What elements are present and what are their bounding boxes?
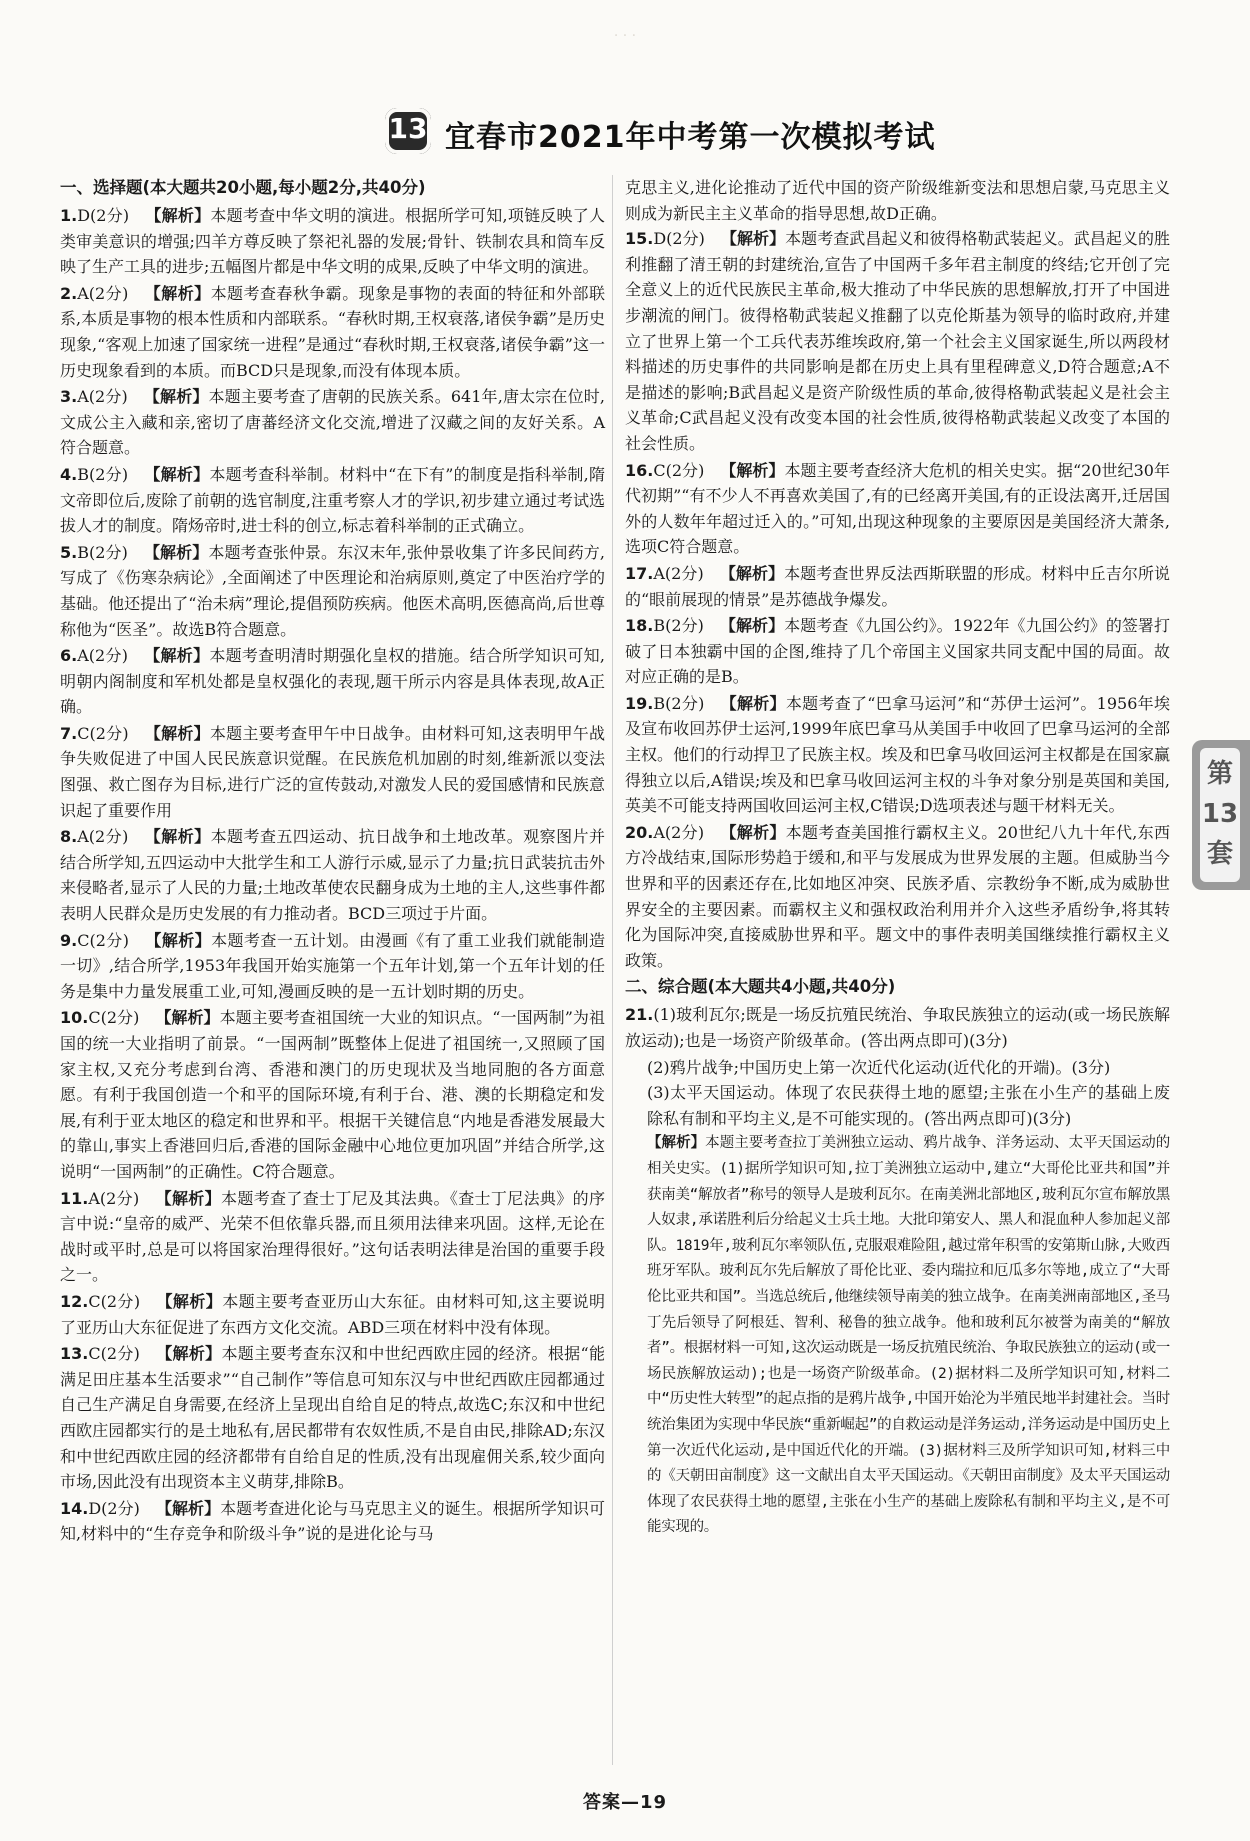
set-side-tab [1192, 740, 1250, 890]
answer-item [60, 824, 605, 926]
answer-number: 9. [60, 930, 78, 950]
analysis-tag: 【解析】 [720, 229, 786, 249]
answer-item [60, 462, 605, 539]
answer-choice: B(2分) [653, 616, 704, 636]
answer-part-1: (1)玻利瓦尔;既是一场反抗殖民统治、争取民族独立的运动(或一场民族解放运动);也是一场资产阶级革命。(答出两点即可)(3分) [625, 1005, 1170, 1050]
analysis-text: 本题主要考查亚历山大东征。由材料可知,这主要说明了亚历山大东征促进了东西方文化交流。ABD三项在材料中没有体现。 [60, 1291, 605, 1337]
answer-item [60, 281, 605, 383]
answer-number: 1. [60, 206, 78, 225]
answer-number: 3. [60, 387, 78, 407]
answer-choice: B(2分) [77, 542, 128, 562]
analysis-tag: 【解析】 [144, 827, 211, 847]
answer-choice: A(2分) [653, 822, 705, 842]
side-tab-label: 第 13 套 [1201, 759, 1239, 869]
q14-continued: 克思主义,进化论推动了近代中国的资产阶级维新变法和思想启蒙,马克思主义则成为新民主主义革命的指导思想,故D正确。 [625, 178, 1170, 223]
analysis-text: 本题考查科举制。材料中“在下有”的制度是指科举制,隋文帝即位后,废除了前朝的选官制度,注重考察人才的学识,初步建立通过考试选拔人才的制度。隋炀帝时,进士科的创立,标志着科举制的正式确立。 [60, 464, 605, 536]
q21-analysis [647, 1131, 1170, 1541]
answer-number: 17. [625, 563, 654, 583]
analysis-tag: 【解析】 [155, 1008, 220, 1028]
answer-item [625, 226, 1170, 456]
answer-number: 4. [60, 464, 78, 484]
analysis-text: 本题考查春秋争霸。现象是事物的表面的特征和外部联系,本质是事物的根本性质和内部联系。“春秋时期,王权衰落,诸侯争霸”是历史现象,“客观上加速了国家统一进程”是通过“春秋时期,王权衰落,诸侯争霸”这一历史现象看到的本质。而BCD只是现象,而没有体现本质。 [60, 283, 605, 380]
answer-choice: A(2分) [77, 827, 129, 847]
answer-item [60, 721, 605, 823]
answer-part-2: (2)鸦片战争;中国历史上第一次近代化运动(近代化的开端)。(3分) [647, 1057, 1111, 1077]
left-column [60, 175, 605, 1548]
answer-number: 14. [60, 1498, 89, 1518]
analysis-text: 本题考查一五计划。由漫画《有了重工业我们就能制造一切》,结合所学,1953年我国开始实施第一个五年计划,第一个五年计划的任务是集中力量发展重工业,可知,漫画反映的是一五计划时期的历史。 [60, 930, 605, 1001]
analysis-tag: 【解析】 [156, 1291, 223, 1311]
analysis-tag: 【解析】 [719, 563, 785, 583]
answer-item [625, 691, 1170, 819]
section-heading-choice: 一、选择题(本大题共20小题,每小题2分,共40分) [60, 178, 426, 197]
answer-number: 6. [60, 646, 78, 666]
analysis-text: 本题主要考查东汉和中世纪西欧庄园的经济。根据“能满足田庄基本生活要求”“自己制作”等信息可知东汉与中世纪西欧庄园都通过自己生产满足自身需要,在经济上呈现出自给自足的特点,故选C;东汉和中世纪西欧庄园都实行的是土地私有,居民都带有农奴性质,不是自由民,排除AD;东汉和中世纪西欧庄园的经济都带有自给自足的性质,没有出现雇佣关系,较少面向市场,因此没有出现资本主义萌芽,排除B。 [60, 1344, 605, 1492]
answer-item [60, 1289, 605, 1340]
analysis-text: 本题考查进化论与马克思主义的诞生。根据所学知识可知,材料中的“生存竞争和阶级斗争”说的是进化论与马 [60, 1498, 605, 1544]
analysis-text: 本题考查《九国公约》。1922年《九国公约》的签署打破了日本独霸中国的企图,维持了几个帝国主义国家共同支配中国的局面。故对应正确的是B。 [625, 616, 1170, 687]
answer-number: 18. [625, 616, 654, 636]
answer-choice: B(2分) [653, 693, 705, 713]
answer-number: 13. [60, 1344, 89, 1364]
analysis-tag: 【解析】 [143, 387, 209, 407]
answer-choice: D(2分) [77, 206, 130, 225]
analysis-text: 本题考查了查士丁尼及其法典。《查士丁尼法典》的序言中说:“皇帝的威严、光荣不但依靠兵器,而且须用法律来巩固。这样,无论在战时或平时,总是可以将国家治理得很好。”这句话表明法律是治国的重要手段之一。 [60, 1188, 605, 1285]
analysis-text: 本题考查世界反法西斯联盟的形成。材料中丘吉尔所说的“眼前展现的情景”是苏德战争爆发。 [625, 563, 1170, 609]
answer-item [60, 928, 605, 1005]
answer-item-21 [625, 1002, 1170, 1053]
answer-choice: A(2分) [77, 283, 129, 303]
answer-item [625, 561, 1170, 612]
page-header [0, 102, 1250, 162]
analysis-text: 本题考查中华文明的演进。根据所学可知,项链反映了人类审美意识的增强;四羊方尊反映了祭祀礼器的发展;骨针、铁制农具和筒车反映了生产工具的进步;五幅图片都是中华文明的成果,反映了中华文明的演进。 [60, 206, 605, 277]
analysis-tag: 【解析】 [144, 930, 212, 950]
answer-number: 19. [625, 693, 654, 713]
answer-choice: D(2分) [653, 229, 705, 249]
answer-item [60, 540, 605, 642]
answer-number: 7. [60, 723, 78, 743]
answer-choice: C(2分) [77, 930, 129, 950]
analysis-tag: 【解析】 [720, 822, 786, 842]
answer-item [60, 203, 605, 280]
analysis-text: 本题主要考查祖国统一大业的知识点。“一国两制”为祖国的统一大业指明了前景。“一国两制”既整体上促进了祖国统一,又照顾了国家主权,又充分考虑到台湾、香港和澳门的历史现状及当地同胞的各方面意愿。有利于我国创造一个和平的国际环境,有利于台、港、澳的长期稳定和发展,有利于亚太地区的稳定和世界和平。根据干关键信息“内地是香港发展最大的靠山,事实上香港回归后,香港的国际金融中心地位更加巩固”并结合所学,这说明“一国两制”的正确性。C符合题意。 [60, 1008, 605, 1181]
analysis-text: 本题主要考查了唐朝的民族关系。641年,唐太宗在位时,文成公主入藏和亲,密切了唐蕃经济文化交流,增进了汉藏之间的友好关系。A符合题意。 [60, 387, 605, 458]
column-divider [612, 175, 613, 1765]
answer-item [60, 1005, 605, 1184]
answer-item [60, 1341, 605, 1495]
analysis-text: 本题考查五四运动、抗日战争和土地改革。观察图片并结合所学知,五四运动中大批学生和工人游行示威,显示了力量;抗日武装抗击外来侵略者,显示了人民的力量;土地改革使农民翻身成为土地的主人,这些事件都表明人民群众是历史发展的有力推动者。BCD三项过于片面。 [60, 827, 605, 924]
answer-number: 20. [625, 822, 654, 842]
answer-choice: A(2分) [77, 646, 128, 666]
answer-number: 2. [60, 283, 78, 303]
answer-number: 11. [60, 1188, 89, 1208]
answer-choice: C(2分) [88, 1344, 140, 1364]
analysis-text: 本题考查明清时期强化皇权的措施。结合所学知识可知,明朝内阁制度和军机处都是皇权强化的表现,题干所示内容是具体表现,故A正确。 [60, 646, 605, 717]
right-column [625, 175, 1170, 1541]
answer-choice: A(2分) [88, 1188, 140, 1208]
bleed-through-text: · · · [613, 28, 637, 44]
analysis-text: 本题主要考查拉丁美洲独立运动、鸦片战争、洋务运动、太平天国运动的相关史实。(1)据所学知识可知,拉丁美洲独立运动中,建立“大哥伦比亚共和国”并获南美“解放者”称号的领导人是玻利瓦尔。在南美洲北部地区,玻利瓦尔宣布解放黑人奴隶,承诺胜利后分给起义士兵土地。大批印第安人、黑人和混血种人参加起义部队。1819年,玻利瓦尔率领队伍,克服艰难险阻,越过常年积雪的安第斯山脉,大败西班牙军队。玻利瓦尔先后解放了哥伦比亚、委内瑞拉和厄瓜多尔等地,成立了“大哥伦比亚共和国”。当选总统后,他继续领导南美的独立战争。在南美洲南部地区,圣马丁先后领导了阿根廷、智利、秘鲁的独立战争。他和玻利瓦尔被誉为南美的“解放者”。根据材料一可知,这次运动既是一场反抗殖民统治、争取民族独立的运动(或一场民族解放运动);也是一场资产阶级革命。(2)据材料二及所学知识可知,材料二中“历史性大转型”的起点指的是鸦片战争,中国开始沦为半殖民地半封建社会。当时统治集团为实现中华民族“重新崛起”的自救运动是洋务运动,洋务运动是中国历史上第一次近代化运动,是中国近代化的开端。(3)据材料三及所学知识可知,材料三中的《天朝田亩制度》这一文献出自太平天国运动。《天朝田亩制度》及太平天国运动体现了农民获得土地的愿望,主张在小生产的基础上废除私有制和平均主义,是不可能实现的。 [647, 1135, 1170, 1536]
answer-number: 8. [60, 827, 78, 847]
answer-number: 10. [60, 1008, 89, 1028]
answer-choice: C(2分) [88, 1291, 141, 1311]
answer-number: 5. [60, 542, 78, 562]
answer-choice: C(2分) [653, 460, 705, 480]
analysis-tag: 【解析】 [143, 646, 210, 666]
analysis-tag: 【解析】 [145, 206, 211, 225]
analysis-tag: 【解析】 [720, 693, 786, 713]
analysis-text: 本题考查美国推行霸权主义。20世纪八九十年代,东西方冷战结束,国际形势趋于缓和,和平与发展成为世界发展的主题。但威胁当今世界和平的因素还存在,比如地区冲突、民族矛盾、宗教纷争不断,成为威胁世界安全的主要因素。而霸权主义和强权政治利用并介入这些矛盾纷争,将其转化为国际冲突,直接威胁世界和平。题文中的事件表明美国继续推行霸权主义政策。 [625, 822, 1170, 970]
analysis-tag: 【解析】 [720, 460, 785, 480]
answer-item [60, 1496, 605, 1547]
answer-choice: A(2分) [77, 387, 128, 407]
analysis-text: 本题考查武昌起义和彼得格勒武装起义。武昌起义的胜利推翻了清王朝的封建统治,宣告了中国两千多年君主制度的终结;它开创了完全意义上的近代民族民主革命,极大推动了中华民族的思想解放,打开了中国进步潮流的闸门。彼得格勒武装起义推翻了以克伦斯基为领导的临时政府,并建立了世界上第一个工兵代表苏维埃政府,第一个社会主义国家诞生,所以两段材料描述的历史事件的共同影响是都在历史上具有里程碑意义,D符合题意;A不是描述的影响;B武昌起义是资产阶级性质的革命,彼得格勒武装起义是社会主义革命;C武昌起义没有改变本国的社会性质,彼得格勒武装起义改变了本国的社会性质。 [625, 229, 1170, 453]
answer-number: 15. [625, 229, 654, 249]
answer-part-3: (3)太平天国运动。体现了农民获得土地的愿望;主张在小生产的基础上废除私有制和平均主义,是不可能实现的。(答出两点即可)(3分) [647, 1083, 1170, 1128]
analysis-tag: 【解析】 [155, 1188, 221, 1208]
page-footer: 答案—19 [582, 1792, 668, 1813]
analysis-tag: 【解析】 [155, 1344, 222, 1364]
analysis-tag: 【解析】 [155, 1498, 221, 1518]
analysis-text: 本题主要考查经济大危机的相关史实。据“20世纪30年代初期”“有不少人不再喜欢美国了,有的已经离开美国,有的正设法离开,迁居国外的人数年年超过迁入的。”可知,出现这种现象的主要原因是美国经济大萧条,选项C符合题意。 [625, 460, 1170, 557]
analysis-tag: 【解析】 [144, 723, 210, 743]
answer-choice: C(2分) [88, 1008, 140, 1028]
answer-choice: A(2分) [653, 563, 704, 583]
answer-number: 21. [625, 1005, 654, 1025]
analysis-text: 本题主要考查甲午中日战争。由材料可知,这表明甲午战争失败促进了中国人民民族意识觉醒。在民族危机加剧的时刻,维新派以变法图强、救亡图存为目标,进行广泛的宣传鼓动,对激发人民的爱国感情和民族意识起了重要作用 [60, 723, 605, 820]
set-number-badge [385, 108, 431, 154]
analysis-text: 本题考查张仲景。东汉末年,张仲景收集了许多民间药方,写成了《伤寒杂病论》,全面阐述了中医理论和治病原则,奠定了中医治疗学的基础。他还提出了“治未病”理论,提倡预防疾病。他医术高明,医德高尚,后世尊称他为“医圣”。故选B符合题意。 [60, 542, 605, 639]
analysis-tag: 【解析】 [647, 1135, 706, 1152]
answer-item [60, 384, 605, 461]
answer-item [60, 643, 605, 720]
answer-item [625, 458, 1170, 560]
set-number: 13 [388, 112, 428, 145]
analysis-tag: 【解析】 [144, 464, 210, 484]
analysis-text: 本题考查了“巴拿马运河”和“苏伊士运河”。1956年埃及宣布收回苏伊士运河,1999年底巴拿马从美国手中收回了巴拿马运河的全部主权。他们的行动捍卫了民族主权。埃及和巴拿马收回运河主权都是在国家赢得独立以后,A错误;埃及和巴拿马收回运河主权的斗争对象分别是英国和美国,英美不可能支持两国收回运河主权,C错误;D选项表述与题干材料无关。 [625, 693, 1170, 816]
side-tab-inner [1200, 748, 1240, 882]
answer-item [625, 820, 1170, 974]
answer-choice: D(2分) [88, 1498, 140, 1518]
answer-number: 12. [60, 1291, 89, 1311]
answer-choice: C(2分) [77, 723, 129, 743]
answer-item [60, 1186, 605, 1288]
answer-choice: B(2分) [77, 464, 129, 484]
answer-number: 16. [625, 460, 654, 480]
analysis-tag: 【解析】 [719, 616, 785, 636]
section-heading-comprehensive: 二、综合题(本大题共4小题,共40分) [625, 977, 896, 997]
analysis-tag: 【解析】 [144, 283, 211, 303]
analysis-tag: 【解析】 [143, 542, 209, 562]
page-title: 宜春市2021年中考第一次模拟考试 [445, 120, 936, 155]
answer-item [625, 613, 1170, 690]
